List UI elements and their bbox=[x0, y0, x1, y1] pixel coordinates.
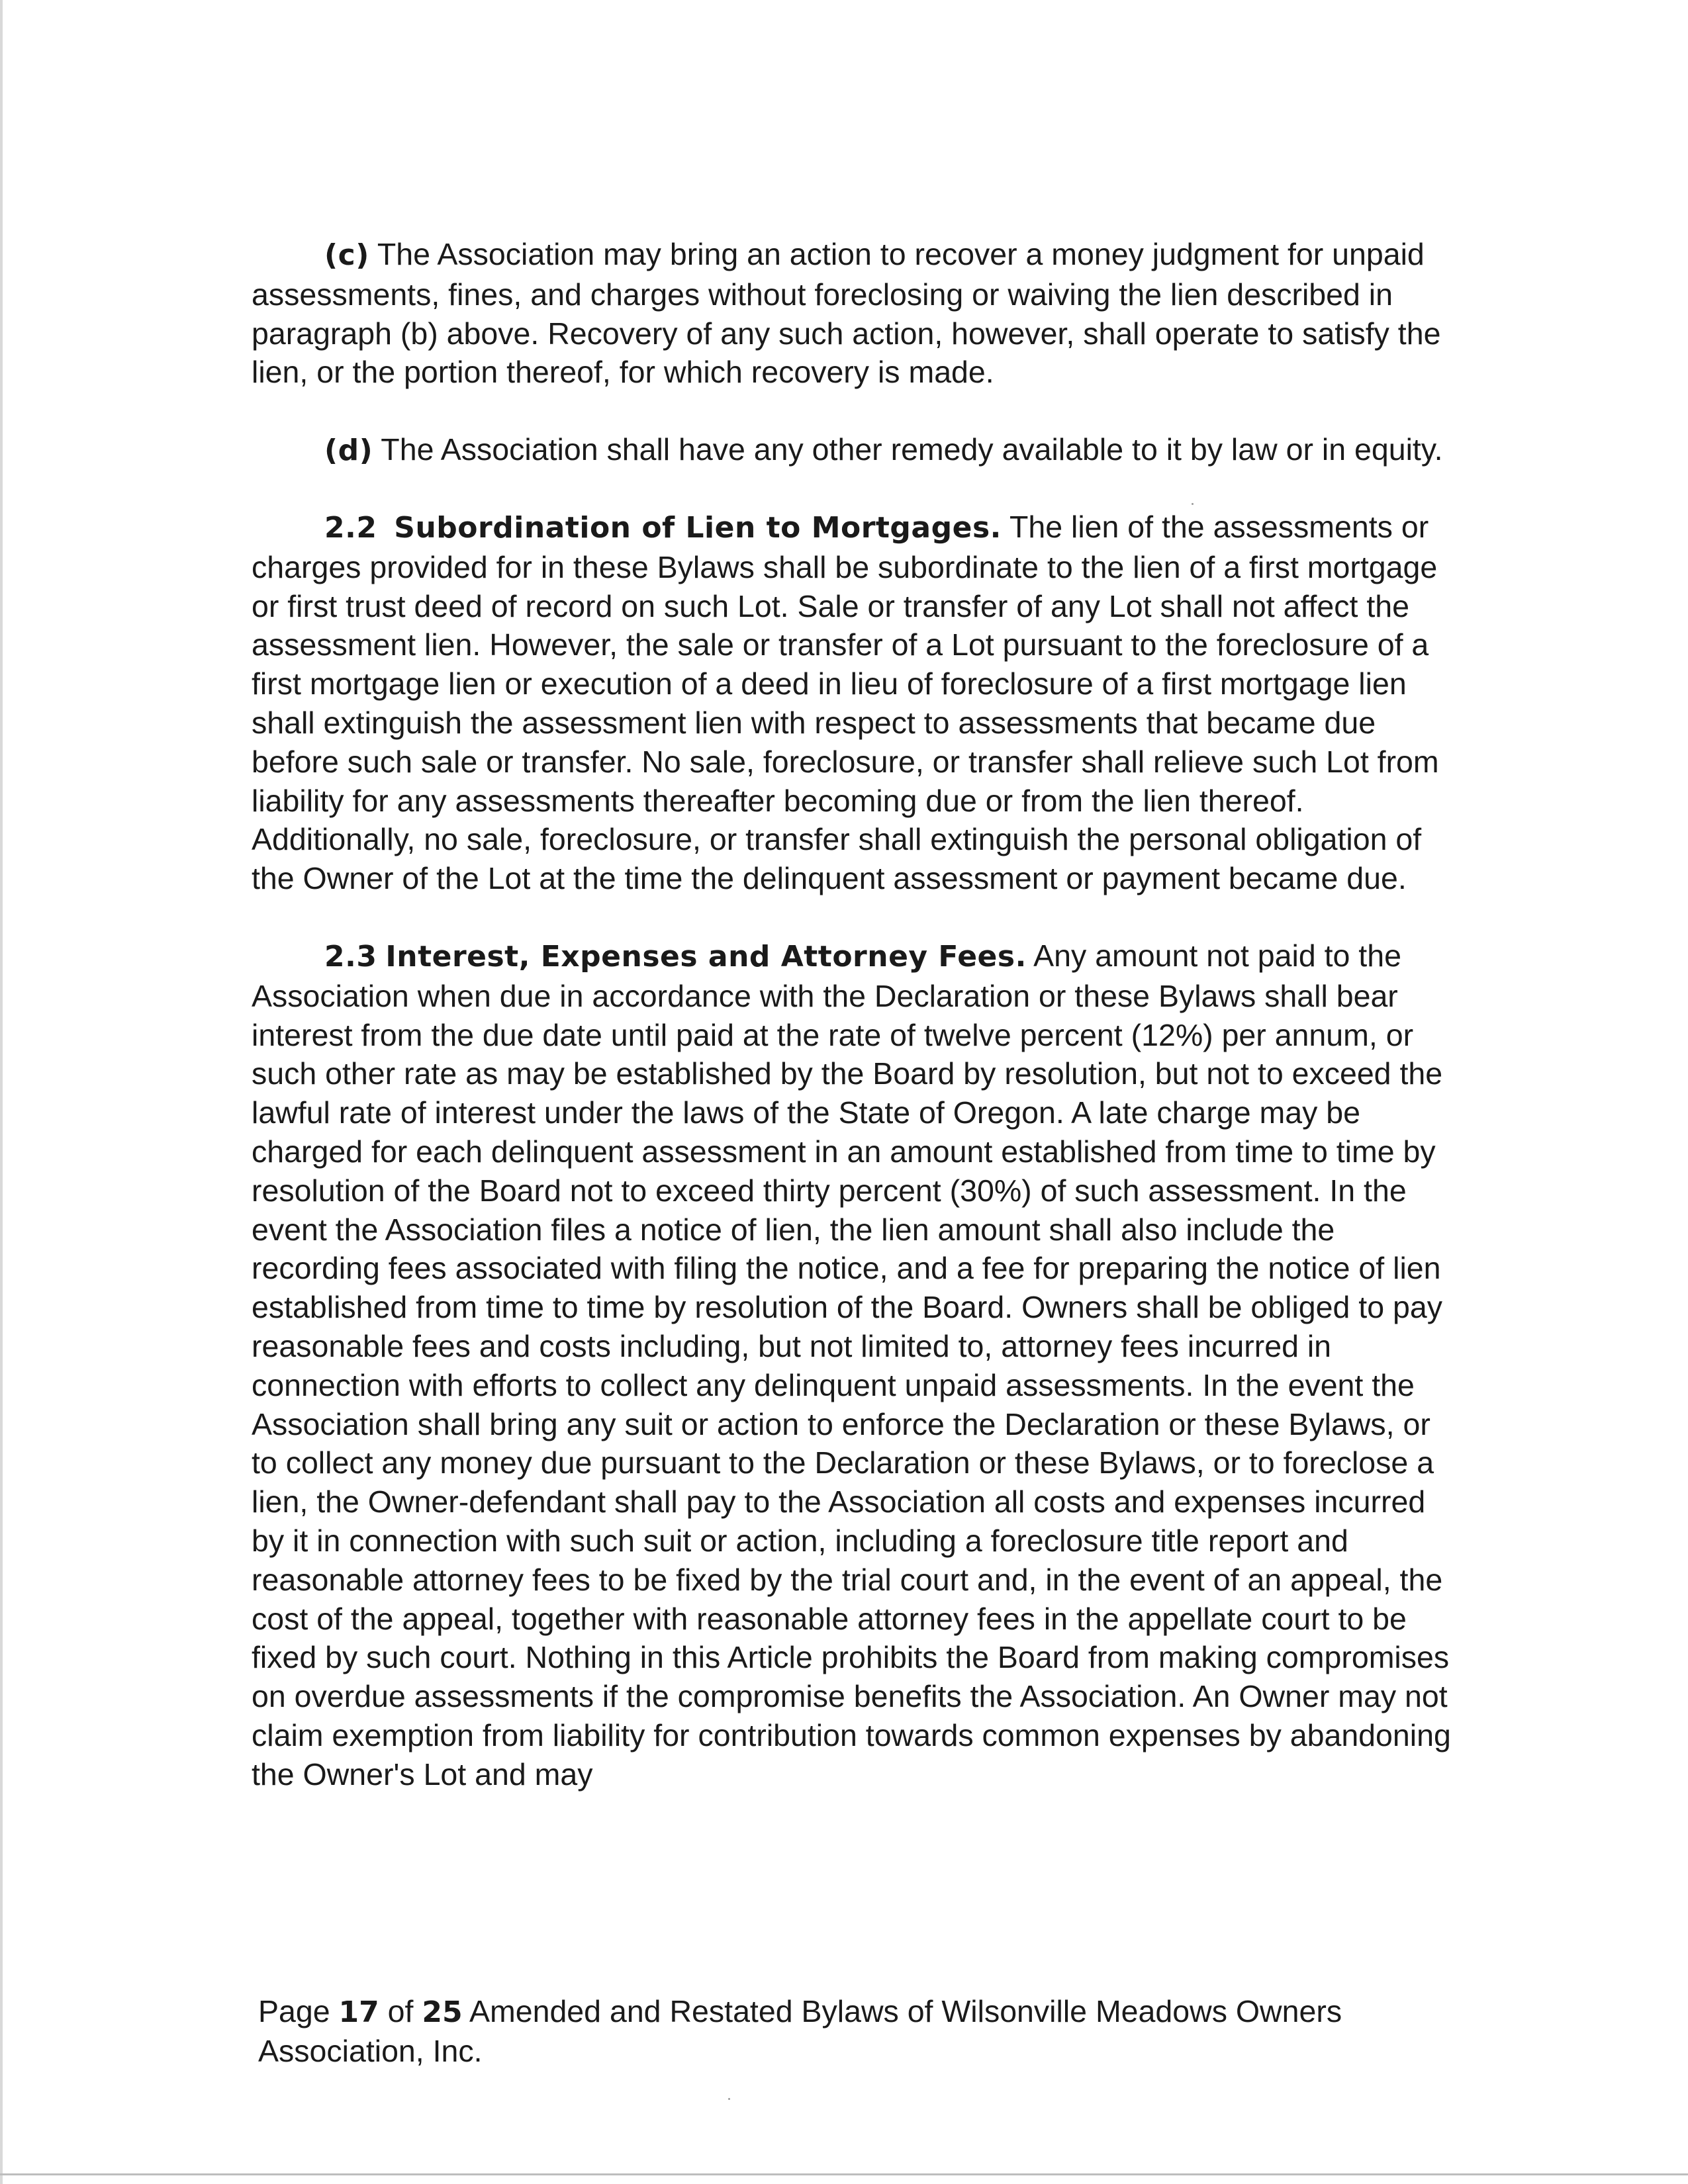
footer-page-number: 17 bbox=[338, 1995, 379, 2029]
paragraph-c-text: The Association may bring an action to recover a money judgment for unpaid assessments, fines, and charges without foreclosing or waiving the lien described in paragraph (b) above. Recovery of any such action, however, shall operate to satisfy the lien, or the portion thereof, for which recovery is made. bbox=[252, 237, 1441, 390]
scan-speck bbox=[1192, 503, 1194, 505]
scan-edge-bottom bbox=[0, 2173, 1688, 2175]
footer-document-title: Amended and Restated Bylaws of Wilsonville Meadows Owners Association, Inc. bbox=[258, 1994, 1342, 2068]
footer-page-total: 25 bbox=[422, 1995, 463, 2029]
section-2-3 bbox=[252, 936, 1463, 1794]
paragraph-d-label: (d) bbox=[324, 433, 373, 468]
section-2-2 bbox=[252, 508, 1463, 898]
section-2-3-number: 2.3 bbox=[324, 939, 377, 974]
page-footer bbox=[258, 1992, 1463, 2070]
document-body bbox=[252, 235, 1463, 1794]
paragraph-c bbox=[252, 235, 1463, 392]
scan-edge-left bbox=[0, 0, 3, 2184]
paragraph-d bbox=[252, 430, 1463, 471]
footer-page-of: of bbox=[379, 1994, 422, 2028]
section-2-3-heading: Interest, Expenses and Attorney Fees. bbox=[385, 939, 1027, 974]
section-2-2-text: The lien of the assessments or charges provided for in these Bylaws shall be subordinate to the lien of a first mortgage or first trust deed of record on such Lot. Sale or transfer of any Lot shall not affect the assessment lien. However, the sale or transfer of a Lot pursuant to the foreclosure of a first mortgage lien or execution of a deed in lieu of foreclosure of a first mortgage lien shall extinguish the assessment lien with respect to assessments that became due before such sale or transfer. No sale, foreclosure, or transfer shall relieve such Lot from liability for any assessments thereafter becoming due or from the lien thereof. Additionally, no sale, foreclosure, or transfer shall extinguish the personal obligation of the Owner of the Lot at the time the delinquent assessment or payment became due. bbox=[252, 509, 1439, 896]
paragraph-c-label: (c) bbox=[324, 238, 369, 272]
scan-speck bbox=[728, 2098, 730, 2100]
section-2-2-heading: Subordination of Lien to Mortgages. bbox=[394, 510, 1002, 545]
section-2-3-text: Any amount not paid to the Association when due in accordance with the Declaration or these Bylaws shall bear interest from the due date until paid at the rate of twelve percent (12%) per annum, or such other rate as may be established by the Board by resolution, but not to exceed the lawful rate of interest under the laws of the State of Oregon. A late charge may be charged for each delinquent assessment in an amount established from time to time by resolution of the Board not to exceed thirty percent (30%) of such assessment. In the event the Association files a notice of lien, the lien amount shall also include the recording fees associated with filing the notice, and a fee for preparing the notice of lien established from time to time by resolution of the Board. Owners shall be obliged to pay reasonable fees and costs including, but not limited to, attorney fees incurred in connection with efforts to collect any delinquent unpaid assessments. In the event the Association shall bring any suit or action to enforce the Declaration or these Bylaws, or to collect any money due pursuant to the Declaration or these Bylaws, or to foreclose a lien, the Owner-defendant shall pay to the Association all costs and expenses incurred by it in connection with such suit or action, including a foreclosure title report and reasonable attorney fees to be fixed by the trial court and, in the event of an appeal, the cost of the appeal, together with reasonable attorney fees in the appellate court to be fixed by such court. Nothing in this Article prohibits the Board from making compromises on overdue assessments if the compromise benefits the Association. An Owner may not claim exemption from liability for contribution towards common expenses by abandoning the Owner's Lot and may bbox=[252, 938, 1451, 1792]
paragraph-d-text: The Association shall have any other remedy available to it by law or in equity. bbox=[373, 432, 1443, 467]
section-2-2-number: 2.2 bbox=[324, 510, 377, 545]
footer-page-prefix: Page bbox=[258, 1994, 339, 2028]
